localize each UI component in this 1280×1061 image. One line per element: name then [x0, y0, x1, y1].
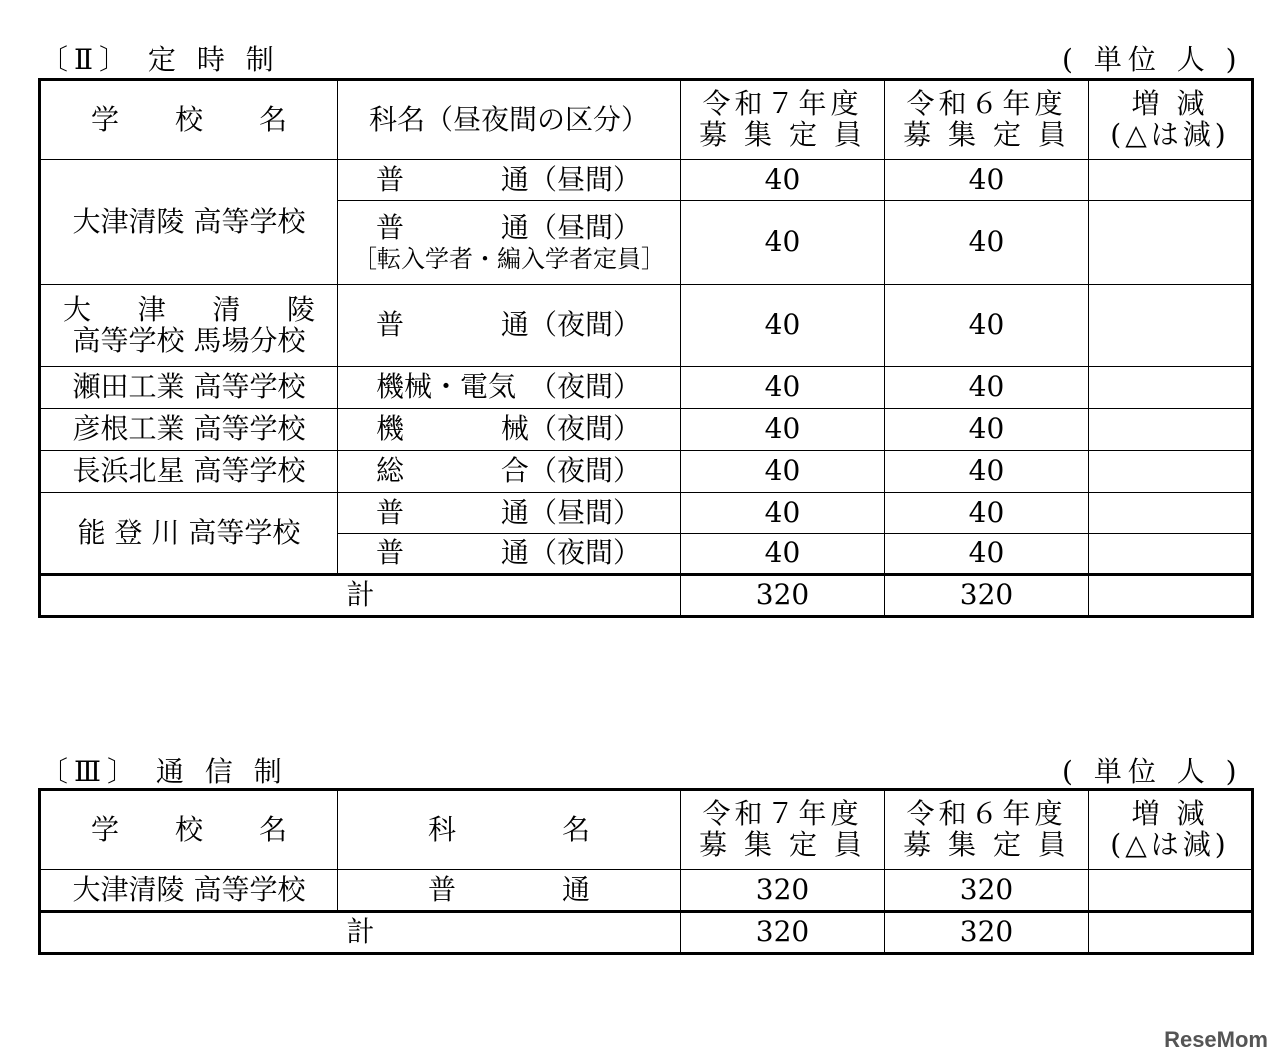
- header-r6: 令和６年度 募 集 定 員: [885, 80, 1089, 160]
- total-label: 計: [40, 912, 681, 954]
- table-row: [40, 367, 1253, 409]
- table-row: [40, 493, 1253, 534]
- section3-table: [38, 788, 1254, 955]
- table-row: [40, 451, 1253, 493]
- section2-table: [38, 78, 1254, 618]
- r7-cell: 40: [681, 451, 885, 493]
- diff-cell: [1089, 493, 1253, 534]
- table-row: [40, 409, 1253, 451]
- header-r6: 令和６年度 募 集 定 員: [885, 790, 1089, 870]
- r7-cell: 40: [681, 534, 885, 575]
- subject-cell: 機 械 （夜間）: [338, 409, 681, 451]
- school-cell: 能 登 川 高等学校: [40, 493, 338, 575]
- r7-cell: 40: [681, 409, 885, 451]
- r7-cell: 40: [681, 367, 885, 409]
- r7-cell: 40: [681, 201, 885, 285]
- school-cell: 大津清陵 高等学校: [40, 160, 338, 285]
- table-row: [40, 870, 1253, 912]
- subject-cell: 普 通 （昼間）: [338, 493, 681, 534]
- r6-cell: 320: [885, 870, 1089, 912]
- header-subject: 科名（昼夜間の区分）: [338, 80, 681, 160]
- diff-cell: [1089, 201, 1253, 285]
- subject-cell: 機械・電気 （夜間）: [338, 367, 681, 409]
- section3-unit: ( 単位 人 ): [1062, 755, 1243, 788]
- diff-cell: [1089, 534, 1253, 575]
- subject-cell: 普 通 （昼間） ［転入学者・編入学者定員］: [338, 201, 681, 285]
- subject-cell: 普 通 （昼間）: [338, 160, 681, 201]
- subject-cell: 総 合 （夜間）: [338, 451, 681, 493]
- header-school: 学 校 名: [40, 790, 338, 870]
- total-diff: [1089, 912, 1253, 954]
- r6-cell: 40: [885, 493, 1089, 534]
- total-diff: [1089, 575, 1253, 617]
- table-row: [40, 160, 1253, 201]
- school-cell: 彦根工業 高等学校: [40, 409, 338, 451]
- table-header-row: [40, 80, 1253, 160]
- section3-title: 〔Ⅲ〕 通 信 制: [40, 755, 288, 788]
- r6-cell: 40: [885, 201, 1089, 285]
- header-r7: 令和７年度 募 集 定 員: [681, 790, 885, 870]
- subject-note: ［転入学者・編入学者定員］: [353, 244, 665, 273]
- school-cell: 長浜北星 高等学校: [40, 451, 338, 493]
- total-row: [40, 912, 1253, 954]
- r6-cell: 40: [885, 367, 1089, 409]
- table-row: [40, 285, 1253, 367]
- r6-cell: 40: [885, 534, 1089, 575]
- r7-cell: 40: [681, 160, 885, 201]
- watermark-logo: ReseMom: [1164, 1027, 1268, 1052]
- r6-cell: 40: [885, 160, 1089, 201]
- diff-cell: [1089, 160, 1253, 201]
- section2-title: 〔Ⅱ〕 定 時 制: [40, 43, 280, 76]
- diff-cell: [1089, 367, 1253, 409]
- r7-cell: 40: [681, 493, 885, 534]
- header-r7: 令和７年度 募 集 定 員: [681, 80, 885, 160]
- table-header-row: [40, 790, 1253, 870]
- total-r6: 320: [885, 575, 1089, 617]
- r7-cell: 40: [681, 285, 885, 367]
- header-school: 学 校 名: [40, 80, 338, 160]
- r7-cell: 320: [681, 870, 885, 912]
- total-row: [40, 575, 1253, 617]
- diff-cell: [1089, 451, 1253, 493]
- section2-unit: ( 単位 人 ): [1062, 43, 1243, 76]
- r6-cell: 40: [885, 409, 1089, 451]
- total-r6: 320: [885, 912, 1089, 954]
- school-cell: 大津清陵 高等学校: [40, 870, 338, 912]
- subject-cell: 普 通 （夜間）: [338, 285, 681, 367]
- total-r7: 320: [681, 575, 885, 617]
- header-diff: 増 減 (△は減): [1089, 80, 1253, 160]
- subject-cell: 普 通: [338, 870, 681, 912]
- diff-cell: [1089, 409, 1253, 451]
- header-diff: 増 減 (△は減): [1089, 790, 1253, 870]
- diff-cell: [1089, 870, 1253, 912]
- r6-cell: 40: [885, 285, 1089, 367]
- header-subject: 科 名: [338, 790, 681, 870]
- school-cell: 瀬田工業 高等学校: [40, 367, 338, 409]
- total-r7: 320: [681, 912, 885, 954]
- total-label: 計: [40, 575, 681, 617]
- school-cell: 大 津 清 陵 高等学校 馬場分校: [40, 285, 338, 367]
- r6-cell: 40: [885, 451, 1089, 493]
- subject-cell: 普 通 （夜間）: [338, 534, 681, 575]
- diff-cell: [1089, 285, 1253, 367]
